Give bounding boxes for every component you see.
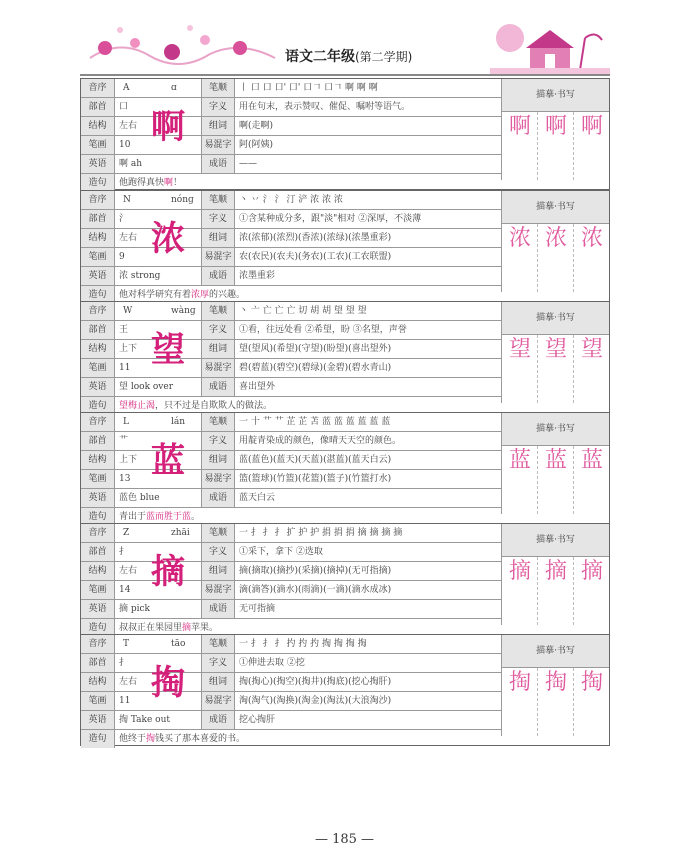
field-label: 字义 — [201, 543, 235, 561]
field-value: 蓝色 blue — [119, 493, 160, 503]
field-value: 碧(碧蓝)(碧空)(碧绿)(金碧)(碧水青山) — [239, 363, 392, 373]
field-value: 用在句末，表示赞叹、催促、嘱咐等语气。 — [239, 102, 411, 112]
field-value: 左右 — [119, 233, 138, 243]
pinyin-text: nónɡ — [171, 195, 194, 205]
sentence-text: 。 — [191, 512, 201, 522]
field-label: 造句 — [81, 286, 115, 304]
pinyin-letter: W — [123, 306, 133, 316]
field-value: 左右 — [119, 677, 138, 687]
entry-row — [81, 79, 501, 98]
field-value: 滴(滴答)(滴水)(雨滴)(一滴)(滴水成冰) — [239, 585, 392, 595]
field-value: 掏(掏心)(掏空)(掏井)(掏底)(挖心掏肝) — [239, 677, 392, 687]
field-label: 英语 — [81, 711, 115, 729]
header-subtitle: (第二学期) — [355, 50, 413, 64]
field-label: 成语 — [201, 267, 235, 285]
pinyin-value — [115, 191, 201, 209]
field-label: 笔顺 — [201, 635, 235, 653]
entry-row — [81, 378, 501, 397]
pinyin-value — [115, 413, 201, 431]
entry-row — [81, 711, 501, 730]
field-value: 艹 — [119, 436, 129, 446]
sentence-text: 青出于 — [119, 512, 147, 522]
field-value: 左右 — [119, 121, 138, 131]
field-label: 组词 — [201, 340, 235, 358]
entry-row — [81, 321, 501, 340]
character-entry — [80, 523, 610, 635]
field-label: 音序 — [81, 635, 115, 653]
entry-row — [81, 524, 501, 543]
field-label: 英语 — [81, 489, 115, 507]
field-label: 易混字 — [201, 692, 235, 710]
entry-row — [81, 248, 501, 267]
field-label: 成语 — [201, 489, 235, 507]
field-value: 篮(篮球)(竹篮)(花篮)(篮子)(竹篮打水) — [239, 474, 392, 484]
sentence-highlight: 望梅止渴 — [119, 401, 156, 411]
field-label: 英语 — [81, 267, 115, 285]
field-value: 13 — [119, 474, 131, 484]
practice-box — [501, 413, 609, 514]
field-label: 成语 — [201, 711, 235, 729]
sentence-highlight: 蓝而胜于蓝 — [146, 512, 192, 522]
field-value: 浓 strong — [119, 271, 161, 281]
field-label: 造句 — [81, 619, 115, 637]
entry-row — [81, 359, 501, 378]
field-label: 英语 — [81, 600, 115, 618]
field-label: 部首 — [81, 432, 115, 450]
field-value: 10 — [119, 140, 131, 150]
entry-row — [81, 692, 501, 711]
field-value: 14 — [119, 585, 131, 595]
field-label: 组词 — [201, 451, 235, 469]
field-value: 丶 丷 氵 氵 汀 浐 浓 浓 浓 — [239, 195, 343, 205]
entry-row — [81, 432, 501, 451]
field-value: 丨 口 口 口' 口' 口𠃍 口𠃍 啊 啊 啊 — [239, 83, 378, 93]
practice-label: 描摹·书写 — [502, 413, 609, 446]
sentence-text: 苹果。 — [191, 623, 219, 633]
practice-character: 浓 — [580, 226, 603, 251]
field-label: 造句 — [81, 508, 115, 526]
main-character: 摘 — [151, 552, 185, 592]
field-value: 摘 pick — [119, 604, 150, 614]
practice-character: 啊 — [580, 114, 603, 139]
main-character: 掏 — [151, 663, 185, 703]
field-label: 造句 — [81, 397, 115, 415]
practice-characters — [502, 335, 609, 365]
field-label: 结构 — [81, 229, 115, 247]
pinyin-value — [115, 302, 201, 320]
field-label: 英语 — [81, 155, 115, 173]
practice-label: 描摹·书写 — [502, 635, 609, 668]
field-value: ①看，往远处看 ②希望，盼 ③名望，声誉 — [239, 325, 407, 335]
practice-character: 掏 — [544, 670, 567, 695]
field-label: 成语 — [201, 600, 235, 618]
field-label: 音序 — [81, 79, 115, 97]
practice-character: 蓝 — [508, 448, 531, 473]
character-entry — [80, 634, 610, 746]
field-label: 音序 — [81, 191, 115, 209]
sentence-highlight: 啊 — [164, 178, 174, 188]
practice-character: 望 — [544, 337, 567, 362]
field-value: 氵 — [119, 214, 129, 224]
field-label: 部首 — [81, 543, 115, 561]
field-label: 字义 — [201, 432, 235, 450]
pinyin-letter: T — [123, 639, 130, 649]
field-value: 一 十 艹 艹 芷 芷 苫 蓝 蓝 蓝 蓝 蓝 蓝 — [239, 417, 391, 427]
practice-character: 浓 — [544, 226, 567, 251]
character-entry — [80, 78, 610, 190]
field-value: 用靛青染成的颜色，像晴天天空的颜色。 — [239, 436, 402, 446]
field-label: 易混字 — [201, 359, 235, 377]
field-label: 字义 — [201, 210, 235, 228]
pinyin-value — [115, 79, 201, 97]
entry-row — [81, 562, 501, 581]
field-value: ①采下，拿下 ②选取 — [239, 547, 323, 557]
field-value: 扌 — [119, 658, 129, 668]
field-value: 一 扌 扌 扌 扩 护 护 捐 捐 捐 摘 摘 摘 摘 — [239, 528, 403, 538]
field-value: 无可指摘 — [239, 604, 276, 614]
pinyin-value — [115, 635, 201, 653]
entry-row — [81, 155, 501, 174]
entry-row — [81, 191, 501, 210]
practice-character: 啊 — [544, 114, 567, 139]
field-label: 笔画 — [81, 359, 115, 377]
field-value: 扌 — [119, 547, 129, 557]
pinyin-text: ɑ — [171, 83, 177, 93]
field-value: 望 look over — [119, 382, 174, 392]
sentence-highlight: 浓厚 — [191, 290, 210, 300]
pinyin-letter: Z — [123, 528, 130, 538]
practice-character: 掏 — [580, 670, 603, 695]
field-value: 左右 — [119, 566, 138, 576]
field-label: 易混字 — [201, 248, 235, 266]
field-label: 部首 — [81, 654, 115, 672]
field-label: 字义 — [201, 654, 235, 672]
field-label: 笔画 — [81, 136, 115, 154]
practice-label: 描摹·书写 — [502, 524, 609, 557]
field-label: 笔顺 — [201, 191, 235, 209]
field-label: 造句 — [81, 730, 115, 748]
page-title — [285, 46, 412, 66]
entry-row — [81, 489, 501, 508]
entry-row — [81, 673, 501, 692]
entry-row — [81, 470, 501, 489]
sentence-text: 他跑得真快 — [119, 178, 165, 188]
field-label: 部首 — [81, 321, 115, 339]
field-label: 部首 — [81, 210, 115, 228]
field-label: 笔顺 — [201, 302, 235, 320]
entry-row — [81, 413, 501, 432]
entry-row — [81, 302, 501, 321]
entry-row — [81, 117, 501, 136]
practice-label: 描摹·书写 — [502, 79, 609, 112]
entry-row — [81, 654, 501, 673]
sentence-text: 的兴趣。 — [209, 290, 246, 300]
entry-row — [81, 581, 501, 600]
main-character: 啊 — [151, 107, 185, 147]
field-value: 浓(浓郁)(浓烈)(香浓)(浓绿)(浓墨重彩) — [239, 233, 392, 243]
field-label: 音序 — [81, 413, 115, 431]
practice-characters — [502, 446, 609, 476]
entry-row — [81, 136, 501, 155]
field-value: 浓墨重彩 — [239, 271, 276, 281]
field-label: 笔画 — [81, 248, 115, 266]
header-divider — [80, 74, 610, 76]
field-value: 淘(淘气)(淘换)(淘金)(淘汰)(大浪淘沙) — [239, 696, 392, 706]
field-label: 组词 — [201, 562, 235, 580]
practice-characters — [502, 112, 609, 142]
entry-row — [81, 543, 501, 562]
field-label: 造句 — [81, 174, 115, 192]
pinyin-letter: A — [123, 83, 130, 93]
entry-row — [81, 340, 501, 359]
practice-box — [501, 635, 609, 736]
field-value: 农(农民)(农夫)(务农)(工农)(工农联盟) — [239, 252, 392, 262]
page-header — [80, 18, 610, 76]
main-character: 望 — [151, 330, 185, 370]
decorative-house-icon — [490, 18, 610, 76]
entry-row — [81, 451, 501, 470]
practice-character: 望 — [580, 337, 603, 362]
field-label: 结构 — [81, 562, 115, 580]
field-value: —— — [239, 159, 257, 169]
field-value: 蓝(蓝色)(蓝天)(天蓝)(湛蓝)(蓝天白云) — [239, 455, 392, 465]
practice-label: 描摹·书写 — [502, 302, 609, 335]
field-value: 摘(摘取)(摘抄)(采摘)(摘掉)(无可指摘) — [239, 566, 392, 576]
pinyin-letter: N — [123, 195, 131, 205]
entry-row — [81, 600, 501, 619]
decorative-flowers-icon — [80, 18, 280, 73]
field-label: 字义 — [201, 321, 235, 339]
character-entry — [80, 301, 610, 413]
field-value: 丶 亠 亡 亡 亡 切 胡 胡 望 望 望 — [239, 306, 367, 316]
field-label: 音序 — [81, 302, 115, 320]
field-label: 部首 — [81, 98, 115, 116]
header-title: 语文二年级 — [285, 49, 355, 65]
field-label: 笔画 — [81, 692, 115, 710]
field-label: 易混字 — [201, 136, 235, 154]
field-label: 组词 — [201, 229, 235, 247]
field-value: ①含某种成分多，跟"淡"相对 ②深厚，不淡薄 — [239, 214, 422, 224]
field-label: 组词 — [201, 117, 235, 135]
field-value: 啊 ah — [119, 159, 143, 169]
entry-row — [81, 229, 501, 248]
pinyin-value — [115, 524, 201, 542]
field-label: 笔顺 — [201, 79, 235, 97]
practice-characters — [502, 224, 609, 254]
field-value: 掏 Take out — [119, 715, 171, 725]
practice-label: 描摹·书写 — [502, 191, 609, 224]
field-value: 喜出望外 — [239, 382, 276, 392]
sentence-text: 他终于 — [119, 734, 147, 744]
character-entry — [80, 190, 610, 302]
practice-character: 啊 — [508, 114, 531, 139]
sentence-highlight: 掏 — [146, 734, 156, 744]
main-character: 蓝 — [151, 441, 185, 481]
field-value: 望(望风)(希望)(守望)(盼望)(喜出望外) — [239, 344, 392, 354]
practice-character: 蓝 — [544, 448, 567, 473]
field-label: 音序 — [81, 524, 115, 542]
field-label: 笔画 — [81, 581, 115, 599]
field-value: 11 — [119, 696, 131, 706]
field-label: 字义 — [201, 98, 235, 116]
practice-character: 摘 — [580, 559, 603, 584]
practice-character: 浓 — [508, 226, 531, 251]
field-value: 11 — [119, 363, 131, 373]
field-value: 王 — [119, 325, 129, 335]
field-value: 蓝天白云 — [239, 493, 276, 503]
pinyin-text: zhāi — [171, 528, 190, 538]
field-value: 9 — [119, 252, 125, 262]
field-label: 成语 — [201, 378, 235, 396]
main-character: 浓 — [151, 219, 185, 259]
sentence-text: 叔叔正在果园里 — [119, 623, 183, 633]
field-label: 笔顺 — [201, 524, 235, 542]
pinyin-text: tāo — [171, 639, 186, 649]
field-label: 笔画 — [81, 470, 115, 488]
field-value: 上下 — [119, 455, 138, 465]
field-label: 易混字 — [201, 470, 235, 488]
practice-box — [501, 302, 609, 403]
practice-characters — [502, 557, 609, 587]
entry-row — [81, 635, 501, 654]
field-label: 结构 — [81, 673, 115, 691]
sentence-text: ！ — [173, 178, 183, 188]
pinyin-text: wànɡ — [171, 306, 196, 316]
entry-row — [81, 98, 501, 117]
practice-characters — [502, 668, 609, 698]
field-label: 结构 — [81, 340, 115, 358]
page-number: — 185 — — [314, 832, 375, 847]
field-label: 组词 — [201, 673, 235, 691]
field-value: 啊(走啊) — [239, 121, 274, 131]
pinyin-text: lán — [171, 417, 186, 427]
field-value: 上下 — [119, 344, 138, 354]
field-value: ①伸进去取 ②挖 — [239, 658, 305, 668]
character-entry — [80, 412, 610, 524]
practice-character: 蓝 — [580, 448, 603, 473]
practice-character: 掏 — [508, 670, 531, 695]
entry-row — [81, 267, 501, 286]
entry-row — [81, 210, 501, 229]
field-value: 挖心掏肝 — [239, 715, 276, 725]
practice-character: 摘 — [544, 559, 567, 584]
field-value: 阿(阿姨) — [239, 140, 274, 150]
practice-character: 摘 — [508, 559, 531, 584]
pinyin-letter: L — [123, 417, 129, 427]
field-value: 一 扌 扌 扌 扚 扚 扚 掏 掏 掏 掏 — [239, 639, 367, 649]
field-label: 英语 — [81, 378, 115, 396]
practice-box — [501, 191, 609, 292]
practice-character: 望 — [508, 337, 531, 362]
sentence-text: ，只不过是自欺欺人的做法。 — [155, 401, 273, 411]
field-label: 易混字 — [201, 581, 235, 599]
sentence-text: 他对科学研究有着 — [119, 290, 192, 300]
sentence-highlight: 摘 — [182, 623, 192, 633]
sentence-text: 钱买了那本喜爱的书。 — [155, 734, 246, 744]
practice-box — [501, 524, 609, 625]
field-value: 口 — [119, 102, 129, 112]
field-label: 成语 — [201, 155, 235, 173]
field-label: 结构 — [81, 117, 115, 135]
practice-box — [501, 79, 609, 180]
field-label: 笔顺 — [201, 413, 235, 431]
field-label: 结构 — [81, 451, 115, 469]
